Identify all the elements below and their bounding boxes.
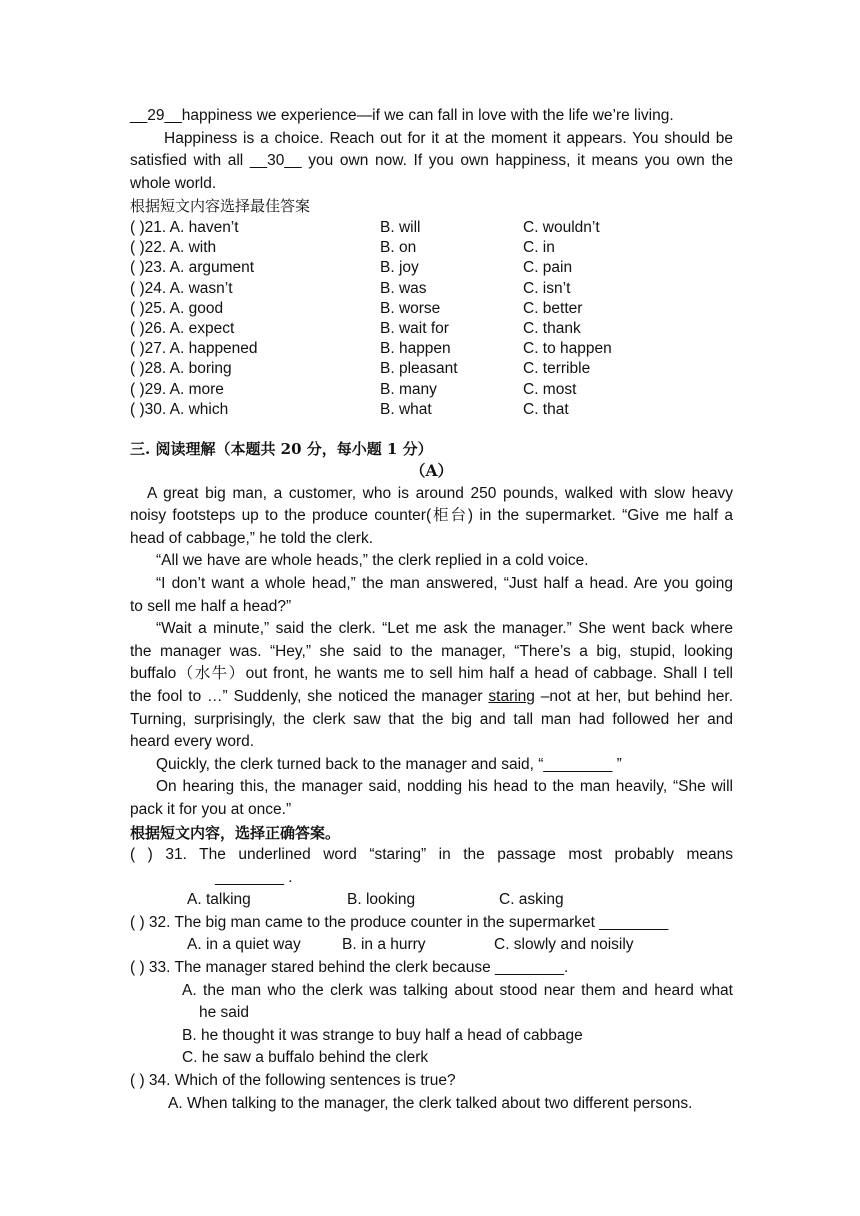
- question-31: [130, 844, 733, 912]
- cloze-option-row: ( )26. A. expect B. wait for C. thank: [130, 319, 581, 337]
- passage-line: heard every word.: [130, 733, 255, 751]
- passage-line: On hearing this, the manager said, nodding his head to the man heavily, “She will: [156, 778, 733, 796]
- cloze-option-row: ( )27. A. happened B. happen C. to happen: [130, 340, 612, 358]
- choice-a-cont: he said: [199, 1004, 249, 1022]
- reading-passage: [130, 483, 733, 822]
- underlined-word-staring: staring: [488, 687, 535, 705]
- question-text: ( ) 34. Which of the following sentences is true?: [130, 1072, 456, 1090]
- cloze-line-4: whole world.: [130, 174, 217, 192]
- choice-c: C. he saw a buffalo behind the clerk: [182, 1049, 429, 1067]
- choice-c: C. asking: [499, 891, 564, 909]
- passage-line: the fool to …” Suddenly, she noticed the manager staring –not at her, but behind her.: [130, 687, 733, 705]
- question-text: ( ) 32. The big man came to the produce counter in the supermarket ________: [130, 913, 669, 931]
- cloze-option-row: ( )29. A. more B. many C. most: [130, 380, 577, 398]
- passage-line: “Wait a minute,” said the clerk. “Let me ask the manager.” She went back where: [156, 620, 733, 638]
- cloze-option-row: ( )22. A. with B. on C. in: [130, 239, 555, 257]
- question-text: ( ) 33. The manager stared behind the clerk because ________.: [130, 959, 569, 977]
- exam-page: [130, 105, 733, 1115]
- cloze-option-row: ( )23. A. argument B. joy C. pain: [130, 259, 573, 277]
- choice-a: A. talking: [187, 891, 251, 909]
- question-text: ( ) 31. The underlined word “staring” in the passage most probably means: [130, 846, 733, 864]
- question-choices: [130, 889, 733, 912]
- passage-line: buffalo（水牛）out front, he wants me to sell him half a head of cabbage. Shall I tell: [130, 665, 733, 683]
- choice-b: B. looking: [347, 891, 416, 909]
- cloze-instruction: 根据短文内容选择最佳答案: [130, 197, 311, 216]
- passage-a-label: （A）: [409, 461, 454, 480]
- cloze-line-2: Happiness is a choice. Reach out for it at the moment it appears. You should be: [164, 129, 733, 147]
- cloze-option-row: ( )25. A. good B. worse C. better: [130, 299, 583, 317]
- choice-a: A. When talking to the manager, the clerk talked about two different persons.: [168, 1094, 693, 1112]
- passage-line: Turning, surprisingly, the clerk saw that the big and tall man had followed her and: [130, 710, 733, 728]
- reading-instruction: 根据短文内容，选择正确答案。: [130, 823, 341, 842]
- passage-line: A great big man, a customer, who is around 250 pounds, walked with slow heavy: [147, 484, 733, 502]
- section-3-title: 三. 阅读理解（本题共 20 分，每小题 1 分）: [130, 440, 433, 458]
- choice-c: C. slowly and noisily: [494, 936, 634, 954]
- choice-b: B. in a hurry: [342, 936, 426, 954]
- passage-line: to sell me half a head?”: [130, 597, 292, 615]
- choice-a: A. the man who the clerk was talking about stood near them and heard what: [182, 981, 733, 999]
- passage-line: head of cabbage,” he told the clerk.: [130, 529, 373, 547]
- cloze-option-row: ( )30. A. which B. what C. that: [130, 400, 569, 418]
- passage-line: “I don’t want a whole head,” the man answered, “Just half a head. Are you going: [156, 574, 733, 592]
- passage-line: Quickly, the clerk turned back to the manager and said, “________ ”: [156, 755, 622, 773]
- question-32: [130, 912, 733, 957]
- cloze-option-row: ( )21. A. haven’t B. will C. wouldn’t: [130, 218, 600, 236]
- passage-line: pack it for you at once.”: [130, 800, 292, 818]
- passage-line: “All we have are whole heads,” the clerk replied in a cold voice.: [156, 552, 589, 570]
- question-choices: [130, 934, 733, 957]
- choice-b: B. he thought it was strange to buy half a head of cabbage: [182, 1026, 583, 1044]
- question-blank: ________ .: [215, 868, 293, 886]
- passage-line: the manager was. “Hey,” she said to the manager, “There’s a big, stupid, looking: [130, 642, 733, 660]
- question-34: [130, 1070, 733, 1115]
- cloze-option-row: ( )24. A. wasn’t B. was C. isn’t: [130, 279, 571, 297]
- passage-line: noisy footsteps up to the produce counter(柜台) in the supermarket. “Give me half a: [130, 507, 733, 525]
- cloze-line-3: satisfied with all __30__ you own now. If you own happiness, it means you own the: [130, 152, 733, 170]
- question-33: [130, 957, 733, 1070]
- choice-a: A. in a quiet way: [187, 936, 301, 954]
- cloze-line-1: __29__happiness we experience—if we can fall in love with the life we’re living.: [130, 107, 674, 124]
- cloze-option-row: ( )28. A. boring B. pleasant C. terrible: [130, 360, 591, 378]
- cloze-options-list: [130, 218, 733, 420]
